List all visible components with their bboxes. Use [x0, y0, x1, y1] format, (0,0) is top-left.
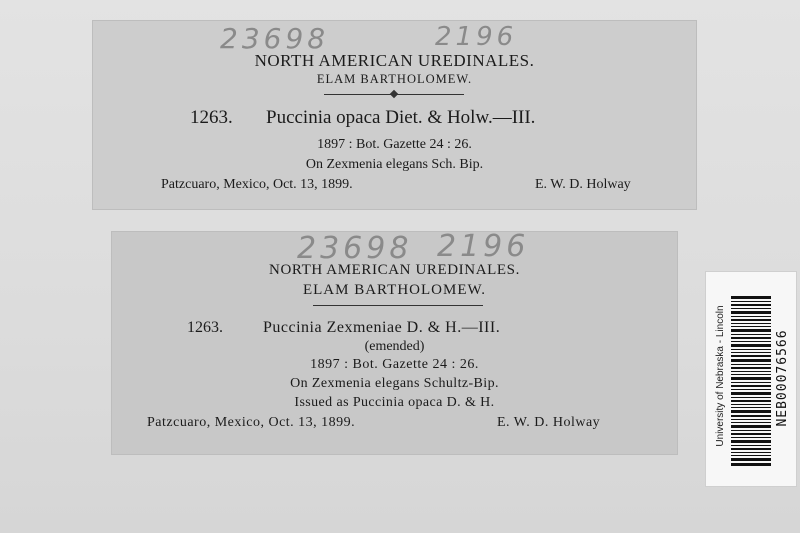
emendation-note: (emended) — [364, 339, 425, 354]
divider-rule — [313, 305, 483, 306]
specimen-label-bottom — [111, 231, 678, 455]
handwritten-reference: 2196 — [435, 22, 518, 52]
handwritten-reference: 2196 — [437, 229, 530, 264]
series-title: NORTH AMERICAN UREDINALES. — [269, 262, 520, 278]
divider-diamond-icon — [390, 90, 398, 98]
catalog-number: NEB00076566 — [775, 329, 790, 427]
specimen-label-top — [92, 20, 697, 210]
host-plant: On Zexmenia elegans Schultz-Bip. — [290, 376, 499, 391]
issued-as-note: Issued as Puccinia opaca D. & H. — [294, 395, 495, 410]
handwritten-accession: 23698 — [220, 22, 330, 55]
handwritten-accession: 23698 — [297, 231, 413, 266]
institution-name: University of Nebraska - Lincoln — [715, 305, 726, 447]
literature-reference: 1897 : Bot. Gazette 24 : 26. — [310, 357, 479, 372]
series-title: NORTH AMERICAN UREDINALES. — [254, 51, 535, 70]
locality-date: Patzcuaro, Mexico, Oct. 13, 1899. — [147, 415, 356, 430]
editor-name: ELAM BARTHOLOMEW. — [302, 282, 487, 298]
collector: E. W. D. Holway — [497, 415, 601, 430]
species-name: Puccinia Zexmeniae D. & H.—III. — [263, 319, 501, 336]
exsiccata-number: 1263. — [187, 319, 223, 336]
editor-name: ELAM BARTHOLOMEW. — [316, 72, 473, 86]
barcode-icon — [731, 296, 771, 466]
literature-reference: 1897 : Bot. Gazette 24 : 26. — [317, 137, 472, 152]
locality-date: Patzcuaro, Mexico, Oct. 13, 1899. — [161, 177, 353, 192]
species-name: Puccinia opaca Diet. & Holw.—III. — [266, 107, 536, 128]
divider-rule — [324, 94, 464, 95]
exsiccata-number: 1263. — [190, 107, 233, 128]
barcode-label — [705, 271, 797, 487]
collector: E. W. D. Holway — [535, 177, 631, 192]
host-plant: On Zexmenia elegans Sch. Bip. — [305, 157, 484, 172]
